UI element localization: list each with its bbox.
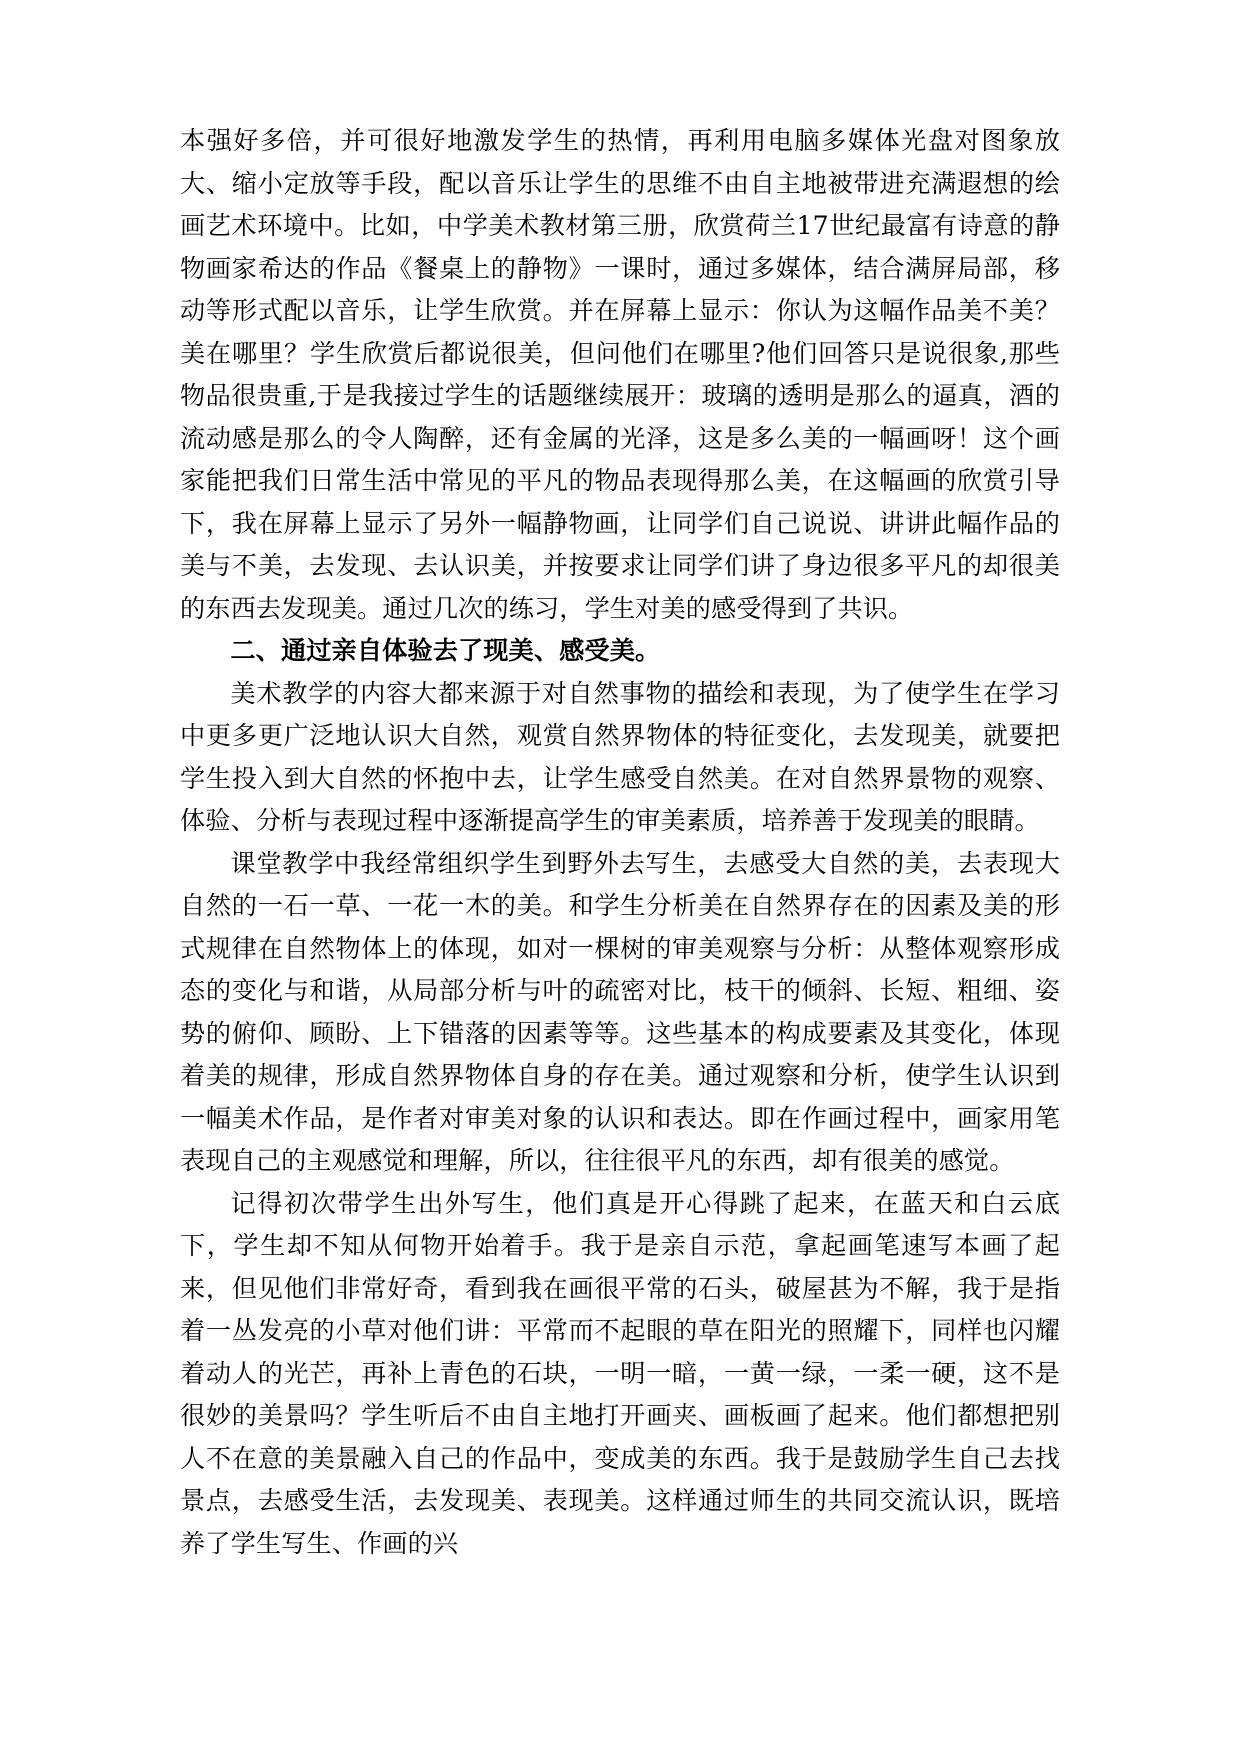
section-heading: 二、通过亲自体验去了现美、感受美。 — [230, 636, 661, 665]
paragraph-outdoor-sketching: 课堂教学中我经常组织学生到野外去写生，去感受大自然的美，去表现大自然的一石一草、一花一木的美。和学生分析美在自然界存在的因素及美的形式规律在自然物体上的体现，如对一棵树的审美观察与分析：从整体观察形成态的变化与和谐，从局部分析与叶的疏密对比，枝干的倾斜、长短、粗细、姿势的俯仰、顾盼、上下错落的因素等等。这些基本的构成要素及其变化，体现着美的规律，形成自然界物体自身的存在美。通过观察和分析，使学生认识到一幅美术作品，是作者对审美对象的认识和表达。即在作画过程中，画家用笔表现自己的主观感觉和理解，所以，往往很平凡的东西，却有很美的感觉。 — [180, 848, 1060, 1175]
document-page — [180, 120, 1060, 1565]
paragraph-continuation: 本强好多倍，并可很好地激发学生的热情，再利用电脑多媒体光盘对图象放大、缩小定放等手段，配以音乐让学生的思维不由自主地被带进充满遐想的绘画艺术环境中。比如，中学美术教材第三册，欣赏荷兰17世纪最富有诗意的静物画家希达的作品《餐桌上的静物》一课时，通过多媒体，结合满屏局部，移动等形式配以音乐，让学生欣赏。并在屏幕上显示：你认为这幅作品美不美？美在哪里？学生欣赏后都说很美，但问他们在哪里?他们回答只是说很象,那些物品很贵重,于是我接过学生的话题继续展开：玻璃的透明是那么的逼真，酒的流动感是那么的令人陶醉，还有金属的光泽，这是多么美的一幅画呀！这个画家能把我们日常生活中常见的平凡的物品表现得那么美，在这幅画的欣赏引导下，我在屏幕上显示了另外一幅静物画，让同学们自己说说、讲讲此幅作品的美与不美，去发现、去认识美，并按要求让同学们讲了身边很多平凡的却很美的东西去发现美。通过几次的练习，学生对美的感受得到了共识。 — [180, 126, 1060, 623]
paragraph-nature-teaching: 美术教学的内容大都来源于对自然事物的描绘和表现，为了使学生在学习中更多更广泛地认识大自然，观赏自然界物体的特征变化，去发现美，就要把学生投入到大自然的怀抱中去，让学生感受自然美。在对自然界景物的观察、体验、分析与表现过程中逐渐提高学生的审美素质，培养善于发现美的眼睛。 — [180, 678, 1060, 835]
paragraph-first-trip: 记得初次带学生出外写生，他们真是开心得跳了起来，在蓝天和白云底下，学生却不知从何物开始着手。我于是亲自示范，拿起画笔速写本画了起来，但见他们非常好奇，看到我在画很平常的石头，破屋甚为不解，我于是指着一丛发亮的小草对他们讲：平常而不起眼的草在阳光的照耀下，同样也闪耀着动人的光芒，再补上青色的石块，一明一暗，一黄一绿，一柔一硬，这不是很妙的美景吗？学生听后不由自主地打开画夹、画板画了起来。他们都想把别人不在意的美景融入自己的作品中，变成美的东西。我于是鼓励学生自己去找景点，去感受生活，去发现美、表现美。这样通过师生的共同交流认识，既培养了学生写生、作画的兴 — [180, 1188, 1060, 1558]
